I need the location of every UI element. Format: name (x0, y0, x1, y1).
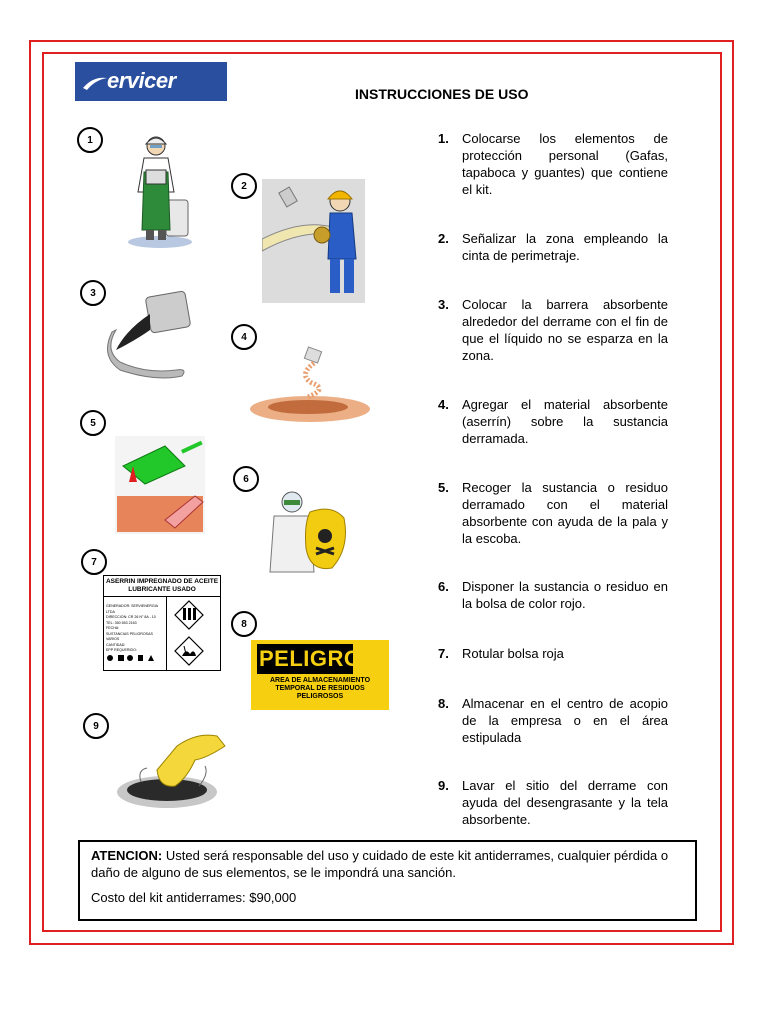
instruction-item-5 (438, 479, 668, 547)
instruction-number: 7. (438, 646, 449, 661)
peligro-word: PELIGRO (259, 646, 362, 671)
instruction-item-6 (438, 578, 668, 612)
label-divider (166, 597, 167, 671)
label-line: FECHA: (106, 626, 120, 630)
notice-paragraph (91, 847, 684, 881)
instruction-text: Colocarse los elementos de protección personal (Gafas, tapaboca y guantes) que contiene el kit. (462, 131, 668, 197)
instruction-number: 5. (438, 480, 449, 495)
instruction-number: 1. (438, 131, 449, 146)
label-line: TEL: 350 553 2163 (106, 620, 137, 625)
step-marker-3: 3 (80, 280, 106, 306)
worker-hazard-bag-illustration (262, 488, 352, 574)
hazard-waste-label (103, 575, 221, 671)
instruction-number: 3. (438, 297, 449, 312)
instruction-item-4 (438, 396, 668, 447)
label-details (106, 604, 164, 664)
instruction-text: Agregar el material absorbente (aserrín) sobre la sustancia derramada. (462, 397, 668, 446)
peligro-sign (251, 640, 389, 710)
notice-label: ATENCION: (91, 848, 163, 863)
instruction-text: Rotular bolsa roja (462, 646, 564, 661)
instruction-text: Almacenar en el centro de acopio de la empresa o en el área estipulada (462, 696, 668, 745)
label-line: SUSTANCIAS PELIGROSAS VARIOS (106, 631, 153, 641)
notice-text: Usted será responsable del uso y cuidado de este kit antiderrames, cualquier pérdida o daño de alguno de sus elementos, se le impondrá una sanción. (91, 848, 669, 880)
kit-cost: Costo del kit antiderrames: $90,000 (91, 890, 297, 905)
cleaning-hand-illustration (117, 730, 233, 816)
label-line: EPP REQUERIDO: (106, 648, 137, 652)
step-marker-4: 4 (231, 324, 257, 350)
absorbent-material-illustration (248, 345, 378, 425)
instruction-number: 8. (438, 696, 449, 711)
step-marker-9: 9 (83, 713, 109, 739)
step-marker-8: 8 (231, 611, 257, 637)
step-marker-1: 1 (77, 127, 103, 153)
instruction-number: 6. (438, 579, 449, 594)
step-marker-5: 5 (80, 410, 106, 436)
company-logo (75, 62, 227, 101)
ppe-icons (106, 654, 164, 662)
instruction-item-9 (438, 777, 668, 828)
step-marker-6: 6 (233, 466, 259, 492)
step-marker-7: 7 (81, 549, 107, 575)
instruction-number: 9. (438, 778, 449, 793)
instruction-text: Señalizar la zona empleando la cinta de perimetraje. (462, 231, 668, 263)
instruction-number: 4. (438, 397, 449, 412)
instruction-text: Lavar el sitio del derrame con ayuda del desengrasante y la tela absorbente. (462, 778, 668, 827)
peligro-subtitle: AREA DE ALMACENAMIENTO TEMPORAL DE RESIDUOS PELIGROSOS (269, 677, 371, 700)
instruction-text: Disponer la sustancia o residuo en la bolsa de color rojo. (462, 579, 668, 611)
environment-hazard-diamond-icon (174, 636, 204, 666)
attention-notice (78, 840, 697, 921)
worker-ppe-illustration (120, 132, 200, 250)
instruction-text: Recoger la sustancia o residuo derramado con el material absorbente con ayuda de la pala y la escoba. (462, 480, 668, 546)
step-marker-2: 2 (231, 173, 257, 199)
instruction-item-2 (438, 230, 668, 264)
dustpan-broom-illustration (115, 436, 205, 534)
barrel-spill-illustration (106, 290, 198, 382)
instruction-item-8 (438, 695, 668, 746)
flammable-diamond-icon (174, 600, 204, 630)
page-title: INSTRUCCIONES DE USO (355, 86, 529, 102)
logo-swoosh-icon (81, 74, 109, 92)
worker-tape-illustration (262, 179, 365, 303)
label-line: GENERADOR: SERVIENERGIA LTDA (106, 604, 158, 614)
instruction-item-3 (438, 296, 668, 364)
logo-text: ervicer (107, 68, 176, 93)
label-line: DIRECCION: CR 26 N° 8A - 10 (106, 615, 156, 619)
instruction-number: 2. (438, 231, 449, 246)
label-line: CANTIDAD: (106, 642, 126, 647)
peligro-banner (257, 644, 362, 674)
instruction-item-7 (438, 645, 668, 662)
label-title: ASERRIN IMPREGNADO DE ACEITE LUBRICANTE USADO (104, 576, 220, 597)
instruction-item-1 (438, 130, 668, 198)
instruction-text: Colocar la barrera absorbente alrededor del derrame con el fin de que el líquido no se esparza en la zona. (462, 297, 668, 363)
